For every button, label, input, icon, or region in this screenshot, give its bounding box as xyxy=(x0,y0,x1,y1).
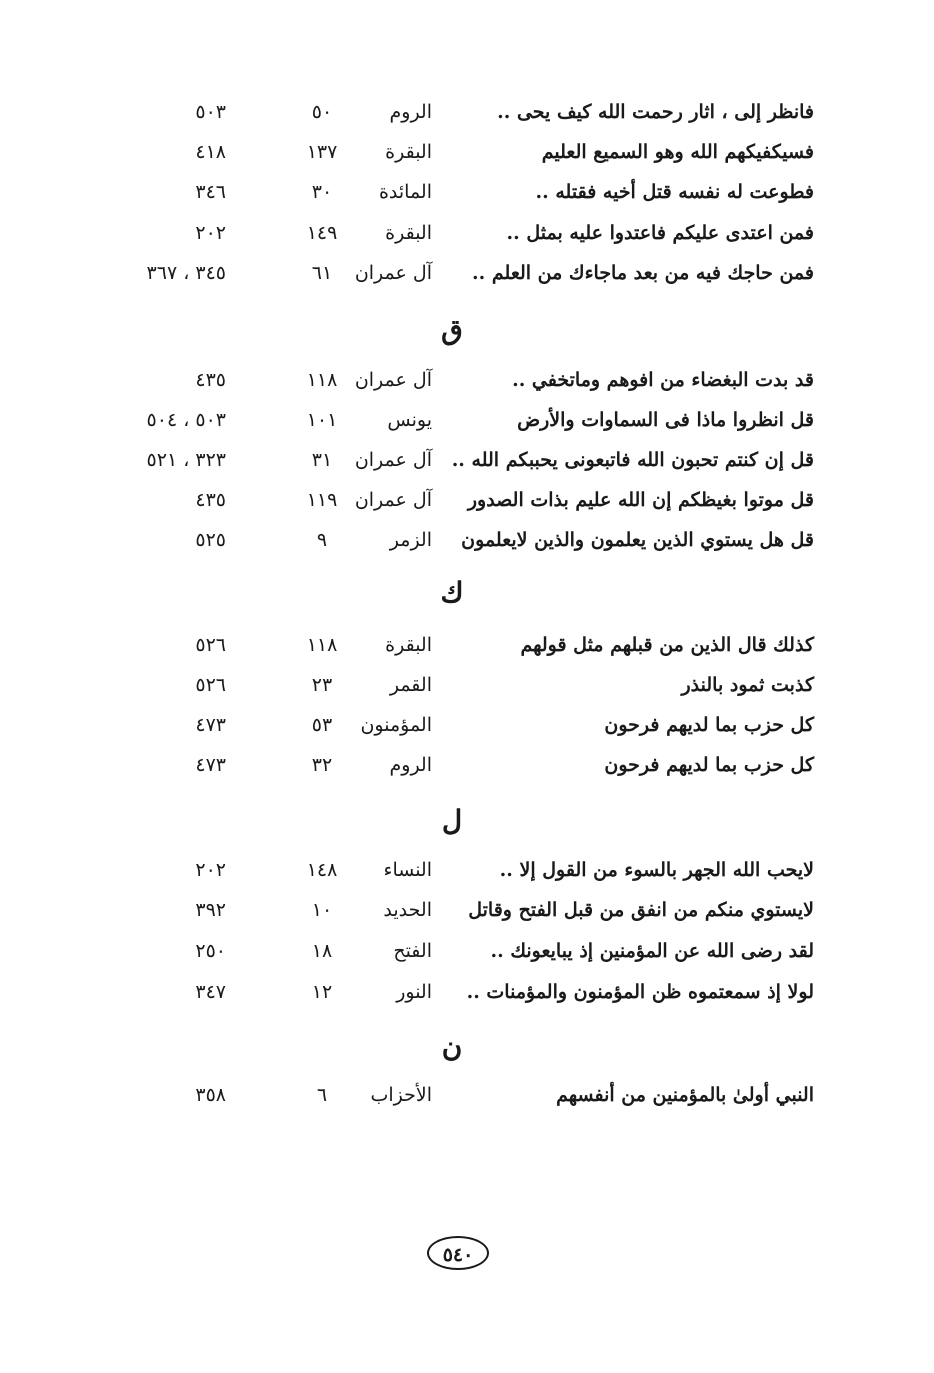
surah-name: آل عمران xyxy=(354,449,432,471)
surah-name: الروم xyxy=(389,754,432,776)
surah-name: البقرة xyxy=(385,141,432,163)
verse-text: كذلك قال الذين من قبلهم مثل قولهم xyxy=(520,634,814,656)
verse-text: قد بدت البغضاء من افوهم وماتخفي .. xyxy=(512,369,814,391)
surah-name: النور xyxy=(396,981,432,1003)
index-row xyxy=(0,972,934,1012)
section-letter-kaf: ك xyxy=(440,576,464,609)
verse-text: لقد رضى الله عن المؤمنين إذ يبايعونك .. xyxy=(490,940,814,962)
index-row xyxy=(0,745,934,785)
page-refs: ٤٧٣ xyxy=(195,714,226,736)
index-row xyxy=(0,92,934,132)
index-row xyxy=(0,850,934,890)
page-refs: ٥٠٣ xyxy=(195,101,226,123)
index-row xyxy=(0,480,934,520)
verse-text: النبي أولىٰ بالمؤمنين من أنفسهم xyxy=(556,1084,814,1106)
index-row xyxy=(0,705,934,745)
index-row xyxy=(0,665,934,705)
index-row xyxy=(0,213,934,253)
surah-name: آل عمران xyxy=(354,489,432,511)
surah-name: الأحزاب xyxy=(370,1084,432,1106)
ayah-number: ١٤٨ xyxy=(306,859,338,881)
ayah-number: ١٨ xyxy=(311,940,333,962)
surah-name: المؤمنون xyxy=(360,714,432,736)
verse-text: قل موتوا بغيظكم إن الله عليم بذات الصدور xyxy=(467,489,814,511)
ayah-number: ٥٣ xyxy=(311,714,333,736)
index-row xyxy=(0,625,934,665)
ayah-number: ١٢ xyxy=(311,981,333,1003)
page-refs: ٢٥٠ xyxy=(195,940,226,962)
surah-name: البقرة xyxy=(385,222,432,244)
ayah-number: ٣١ xyxy=(311,449,333,471)
page-refs: ٢٠٢ xyxy=(195,222,226,244)
index-row xyxy=(0,1075,934,1115)
index-row xyxy=(0,890,934,930)
verse-text: كل حزب بما لديهم فرحون xyxy=(604,714,814,736)
surah-name: الروم xyxy=(389,101,432,123)
verse-text: فسيكفيكهم الله وهو السميع العليم xyxy=(541,141,814,163)
surah-name: يونس xyxy=(387,409,432,431)
verse-text: فمن حاجك فيه من بعد ماجاءك من العلم .. xyxy=(472,262,814,284)
ayah-number: ٦١ xyxy=(311,262,333,284)
index-row xyxy=(0,172,934,212)
section-letter-qaf: ق xyxy=(441,313,463,346)
verse-text: لولا إذ سمعتموه ظن المؤمنون والمؤمنات .. xyxy=(466,981,814,1003)
page-refs: ٤٣٥ xyxy=(195,489,226,511)
surah-name: آل عمران xyxy=(354,369,432,391)
index-row xyxy=(0,520,934,560)
ayah-number: ١١٩ xyxy=(306,489,338,511)
page-refs: ٣٩٢ xyxy=(195,899,226,921)
index-row xyxy=(0,931,934,971)
verse-text: فطوعت له نفسه قتل أخيه فقتله .. xyxy=(535,181,814,203)
index-row xyxy=(0,253,934,293)
verse-text: قل انظروا ماذا فى السماوات والأرض xyxy=(517,409,814,431)
page-refs: ٥٢٦ xyxy=(195,674,226,696)
page-refs: ٣٤٧ xyxy=(195,981,226,1003)
verse-text: قل هل يستوي الذين يعلمون والذين لايعلمون xyxy=(461,529,814,551)
ayah-number: ١١٨ xyxy=(306,369,338,391)
ayah-number: ١٣٧ xyxy=(306,141,338,163)
page-refs: ٥٢٦ xyxy=(195,634,226,656)
page-refs: ٥٢٥ xyxy=(195,529,226,551)
page-refs: ٣٤٦ xyxy=(195,181,226,203)
page-number: ٥٤٠ xyxy=(427,1236,489,1270)
surah-name: القمر xyxy=(389,674,432,696)
surah-name: الفتح xyxy=(393,940,432,962)
ayah-number: ١٠ xyxy=(311,899,333,921)
surah-name: النساء xyxy=(383,859,432,881)
ayah-number: ٦ xyxy=(316,1084,328,1106)
ayah-number: ٥٠ xyxy=(311,101,333,123)
ayah-number: ١٠١ xyxy=(306,409,338,431)
surah-name: البقرة xyxy=(385,634,432,656)
surah-name: آل عمران xyxy=(354,262,432,284)
page-refs: ٣٥٨ xyxy=(195,1084,226,1106)
page-refs: ٥٠٣ ، ٥٠٤ xyxy=(146,409,226,431)
page-refs: ٤١٨ xyxy=(195,141,226,163)
verse-text: كذبت ثمود بالنذر xyxy=(681,674,814,696)
ayah-number: ٣٢ xyxy=(311,754,333,776)
verse-text: قل إن كنتم تحبون الله فاتبعونى يحببكم الله .. xyxy=(451,449,814,471)
verse-text: لايستوي منكم من انفق من قبل الفتح وقاتل xyxy=(468,899,814,921)
ayah-number: ٩ xyxy=(316,529,328,551)
surah-name: الحديد xyxy=(383,899,432,921)
verse-text: فانظر إلى ، اثار رحمت الله كيف يحى .. xyxy=(497,101,814,123)
ayah-number: ٣٠ xyxy=(311,181,333,203)
page-refs: ٤٣٥ xyxy=(195,369,226,391)
verse-text: لايحب الله الجهر بالسوء من القول إلا .. xyxy=(499,859,814,881)
page-refs: ٤٧٣ xyxy=(195,754,226,776)
ayah-number: ٢٣ xyxy=(311,674,333,696)
verse-text: فمن اعتدى عليكم فاعتدوا عليه بمثل .. xyxy=(506,222,814,244)
section-letter-nun: ن xyxy=(441,1030,463,1063)
surah-name: المائدة xyxy=(378,181,432,203)
index-row xyxy=(0,400,934,440)
verse-text: كل حزب بما لديهم فرحون xyxy=(604,754,814,776)
surah-name: الزمر xyxy=(389,529,432,551)
page-refs: ٣٢٣ ، ٥٢١ xyxy=(146,449,226,471)
index-row xyxy=(0,360,934,400)
index-row xyxy=(0,132,934,172)
ayah-number: ١١٨ xyxy=(306,634,338,656)
index-row xyxy=(0,440,934,480)
page-refs: ٢٠٢ xyxy=(195,859,226,881)
section-letter-lam: ل xyxy=(441,804,463,837)
ayah-number: ١٤٩ xyxy=(306,222,338,244)
page-refs: ٣٤٥ ، ٣٦٧ xyxy=(146,262,226,284)
